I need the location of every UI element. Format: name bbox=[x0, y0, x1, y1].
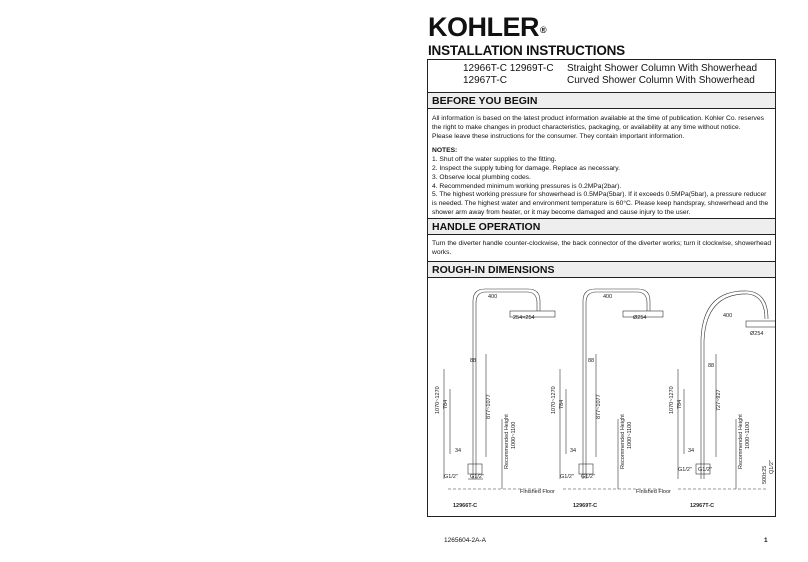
doc-title: INSTALLATION INSTRUCTIONS bbox=[428, 43, 625, 58]
dim-88-3: 88 bbox=[708, 363, 715, 369]
height-range-1: 1070~1270 bbox=[435, 386, 441, 414]
notes-title: NOTES: bbox=[432, 147, 458, 155]
arm-range-2: 877~1077 bbox=[596, 394, 602, 419]
section-heading-before: BEFORE YOU BEGIN bbox=[428, 92, 775, 109]
g12-label-1: G1/2" bbox=[444, 474, 458, 480]
rec-range-3: 1000~1100 bbox=[745, 421, 751, 449]
note-item: 5. The highest working pressure for showerhead is 0.5MPa(5bar). If it exceeds 0.5MPa(5bar), a pressure reducer bbox=[432, 191, 767, 199]
diagram-label-3: 12967T-C bbox=[690, 503, 715, 509]
arm-range-3: 727~927 bbox=[716, 389, 722, 411]
height-range-2: 1070~1270 bbox=[551, 386, 557, 414]
g12-label-3: G1/2" bbox=[678, 467, 692, 473]
dim-784-1: 784 bbox=[443, 399, 449, 409]
handle-line: Turn the diverter handle counter-clockwise, the back connector of the diverter works; turn it clockwise, showerhead bbox=[432, 240, 772, 247]
note-item: shower arm away from heater, or it may become damaged and cause injury to the user. bbox=[432, 208, 691, 216]
dim-400-2: 400 bbox=[603, 294, 613, 300]
intro-line: All information is based on the latest product information available at the time of publication. Kohler Co. reserves bbox=[432, 115, 764, 122]
rec-height-1: Recommended Height bbox=[504, 414, 510, 469]
diagram-12969t bbox=[560, 289, 663, 489]
dim-88-2: 88 bbox=[588, 358, 595, 364]
diagram-label-1: 12966T-C bbox=[453, 503, 478, 509]
note-item: is needed. The highest water and environment temperature is 60°C. Please keep handspray, showerhead and the bbox=[432, 200, 769, 208]
section-heading-handle: HANDLE OPERATION bbox=[428, 218, 775, 235]
model-codes-row2: 12967T-C bbox=[463, 75, 507, 86]
rec-height-3: Recommended Height bbox=[738, 414, 744, 469]
dim-34-1: 34 bbox=[455, 448, 462, 454]
model-list bbox=[463, 63, 757, 87]
g12-label-3b: G1/2" bbox=[698, 467, 712, 473]
page-number: 1 bbox=[764, 537, 768, 544]
floor-label-1: Finished Floor bbox=[520, 489, 555, 495]
g12-label-1b: G1/2" bbox=[470, 474, 484, 480]
note-item: 4. Recommended minimum working pressures is 0.2MPa(2bar). bbox=[432, 182, 622, 190]
dim-88-1: 88 bbox=[470, 358, 477, 364]
note-item: 2. Inspect the supply tubing for damage. Replace as necessary. bbox=[432, 164, 620, 172]
intro-line: Please leave these instructions for the consumer. They contain important information. bbox=[432, 132, 685, 140]
note-item: 3. Observe local plumbing codes. bbox=[432, 173, 531, 181]
rec-range-2: 1000~1100 bbox=[627, 421, 633, 449]
diagram-12966t bbox=[444, 289, 555, 489]
dim-784-2: 784 bbox=[559, 399, 565, 409]
model-desc-row1: Straight Shower Column With Showerhead bbox=[567, 63, 758, 74]
model-desc-row2: Curved Shower Column With Showerhead bbox=[567, 75, 755, 86]
extra-dim-3: 500±25 bbox=[762, 465, 768, 484]
floor-label-2: Finished Floor bbox=[636, 489, 671, 495]
dim-400-3: 400 bbox=[723, 313, 733, 319]
extra-q12-3: Q1/2" bbox=[769, 460, 775, 474]
rec-range-1: 1000~1100 bbox=[511, 421, 517, 449]
rec-height-2: Recommended Height bbox=[620, 414, 626, 469]
height-range-3: 1070~1270 bbox=[669, 386, 675, 414]
g12-label-2b: G1/2" bbox=[581, 474, 595, 480]
handle-line: works. bbox=[432, 248, 452, 256]
before-intro bbox=[432, 115, 772, 218]
note-item: 1. Shut off the water supplies to the fitting. bbox=[432, 156, 557, 164]
arm-range-1: 877~1077 bbox=[486, 394, 492, 419]
head-size-1: 254×254 bbox=[513, 315, 535, 321]
head-size-2: Ø254 bbox=[633, 315, 647, 321]
handle-text bbox=[432, 240, 772, 258]
intro-line: the right to make changes in product characteristics, packaging, or availability at any time without notice. bbox=[432, 123, 741, 131]
dim-784-3: 784 bbox=[677, 399, 683, 409]
g12-label-2: G1/2" bbox=[560, 474, 574, 480]
rough-in-drawings bbox=[428, 279, 775, 516]
doc-code: 1265604-2A-A bbox=[444, 537, 486, 544]
section-heading-rough: ROUGH-IN DIMENSIONS bbox=[428, 261, 775, 278]
diagram-12967t bbox=[678, 291, 775, 489]
diagram-label-2: 12969T-C bbox=[573, 503, 598, 509]
model-codes-row1: 12966T-C 12969T-C bbox=[463, 63, 554, 74]
kohler-logo: KOHLER® bbox=[428, 12, 547, 42]
dim-34-3: 34 bbox=[688, 448, 695, 454]
dim-400-1: 400 bbox=[488, 294, 498, 300]
head-size-3: Ø254 bbox=[750, 331, 764, 337]
dim-34-2: 34 bbox=[570, 448, 577, 454]
